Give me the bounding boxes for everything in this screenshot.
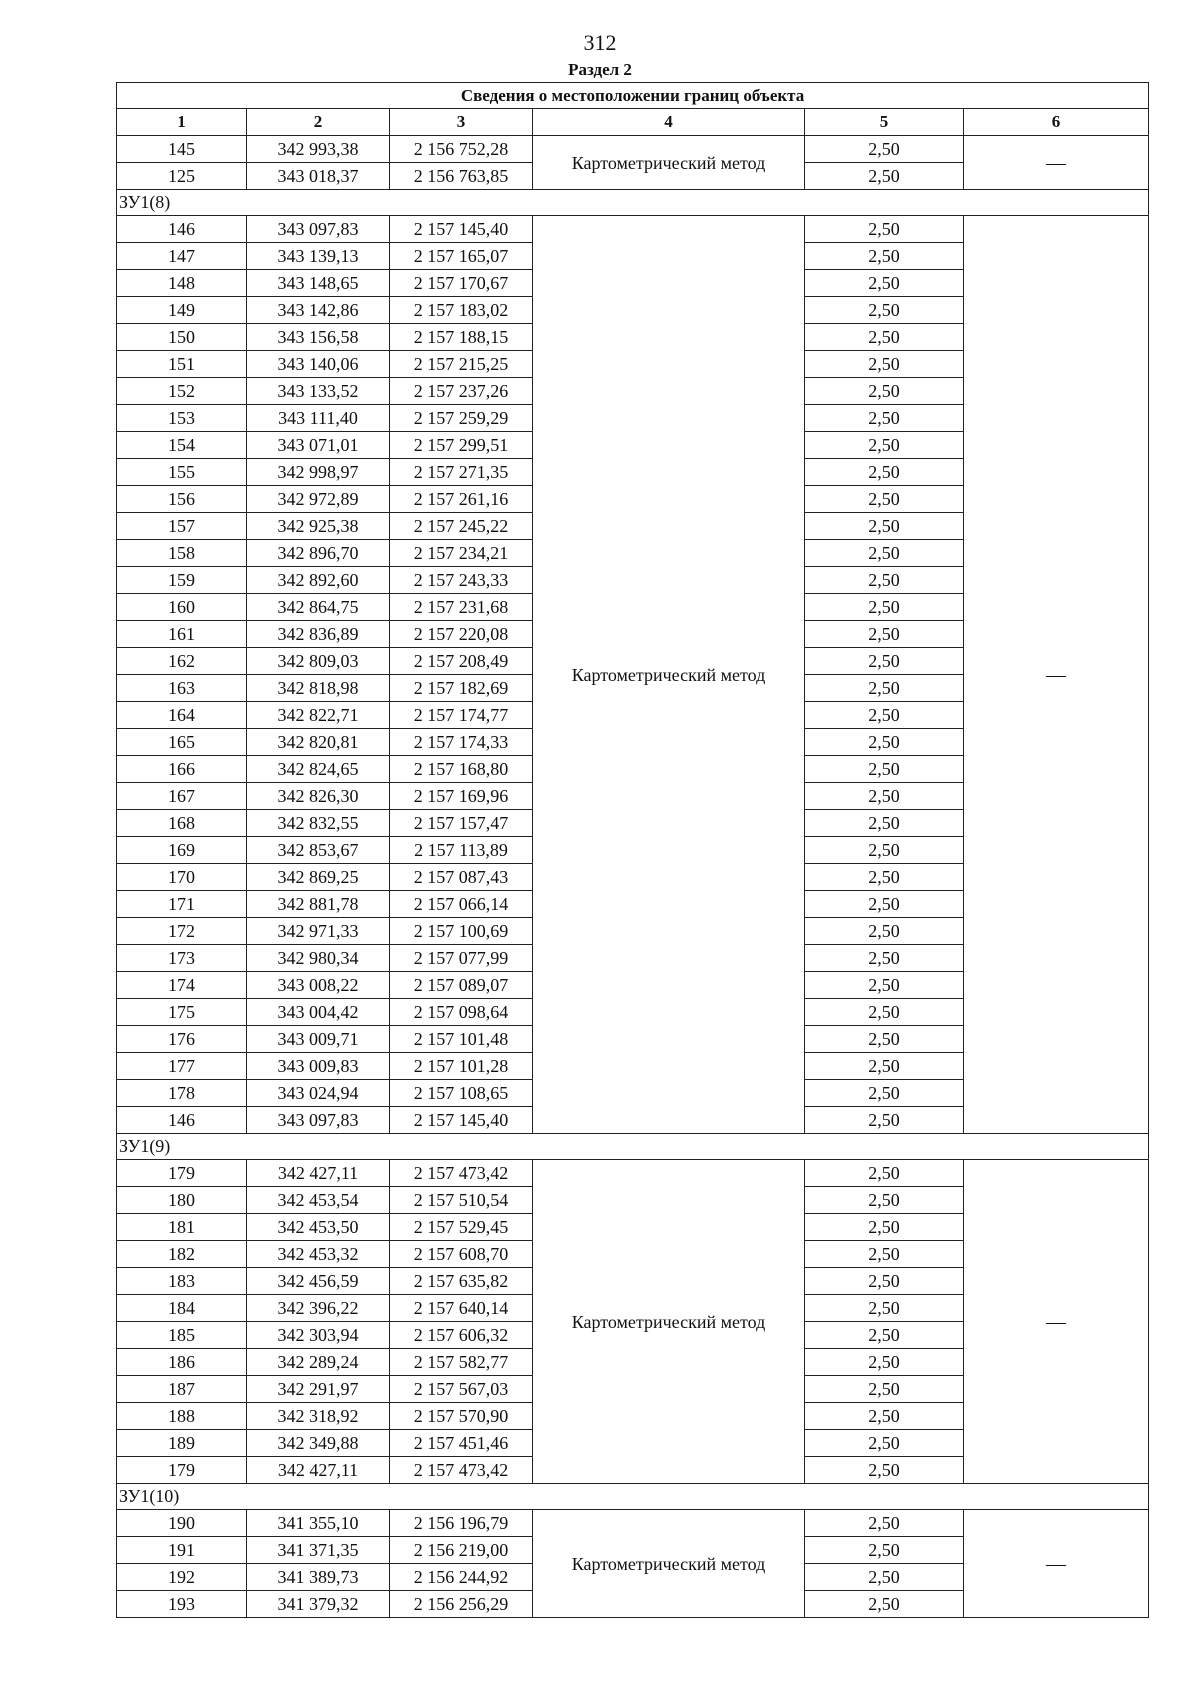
accuracy-cell: 2,50 (805, 297, 964, 324)
coordinate-y-cell: 2 157 208,49 (390, 648, 533, 675)
coordinate-y-cell: 2 157 608,70 (390, 1241, 533, 1268)
accuracy-cell: 2,50 (805, 729, 964, 756)
accuracy-cell: 2,50 (805, 351, 964, 378)
coordinate-x-cell: 342 427,11 (247, 1160, 390, 1187)
accuracy-cell: 2,50 (805, 1295, 964, 1322)
point-number-cell: 182 (117, 1241, 247, 1268)
point-number-cell: 160 (117, 594, 247, 621)
coordinate-y-cell: 2 157 113,89 (390, 837, 533, 864)
point-number-cell: 179 (117, 1160, 247, 1187)
point-number-cell: 158 (117, 540, 247, 567)
point-number-cell: 146 (117, 1107, 247, 1134)
coordinate-y-cell: 2 157 157,47 (390, 810, 533, 837)
coordinate-y-cell: 2 157 087,43 (390, 864, 533, 891)
accuracy-cell: 2,50 (805, 972, 964, 999)
point-number-cell: 156 (117, 486, 247, 513)
coordinate-x-cell: 343 009,83 (247, 1053, 390, 1080)
accuracy-cell: 2,50 (805, 1510, 964, 1537)
coordinate-y-cell: 2 156 244,92 (390, 1564, 533, 1591)
column-header: 6 (964, 109, 1149, 136)
point-number-cell: 180 (117, 1187, 247, 1214)
point-number-cell: 175 (117, 999, 247, 1026)
coordinate-x-cell: 343 140,06 (247, 351, 390, 378)
coordinate-x-cell: 343 097,83 (247, 216, 390, 243)
coordinate-x-cell: 342 972,89 (247, 486, 390, 513)
accuracy-cell: 2,50 (805, 378, 964, 405)
accuracy-cell: 2,50 (805, 405, 964, 432)
point-number-cell: 148 (117, 270, 247, 297)
coordinate-x-cell: 342 822,71 (247, 702, 390, 729)
coordinate-y-cell: 2 157 299,51 (390, 432, 533, 459)
coordinate-x-cell: 342 291,97 (247, 1376, 390, 1403)
note-cell: — (964, 216, 1149, 1134)
point-number-cell: 164 (117, 702, 247, 729)
coordinate-y-cell: 2 157 220,08 (390, 621, 533, 648)
point-number-cell: 173 (117, 945, 247, 972)
coordinate-x-cell: 343 018,37 (247, 163, 390, 190)
point-number-cell: 147 (117, 243, 247, 270)
point-number-cell: 165 (117, 729, 247, 756)
group-label: ЗУ1(8) (117, 190, 1149, 216)
coordinate-x-cell: 342 832,55 (247, 810, 390, 837)
coordinate-y-cell: 2 157 271,35 (390, 459, 533, 486)
accuracy-cell: 2,50 (805, 1107, 964, 1134)
coordinate-y-cell: 2 157 259,29 (390, 405, 533, 432)
point-number-cell: 181 (117, 1214, 247, 1241)
coordinate-x-cell: 342 809,03 (247, 648, 390, 675)
coordinate-x-cell: 343 156,58 (247, 324, 390, 351)
accuracy-cell: 2,50 (805, 1430, 964, 1457)
section-title: Раздел 2 (568, 60, 632, 79)
point-number-cell: 154 (117, 432, 247, 459)
point-number-cell: 167 (117, 783, 247, 810)
coordinate-y-cell: 2 157 183,02 (390, 297, 533, 324)
coordinate-x-cell: 342 980,34 (247, 945, 390, 972)
point-number-cell: 189 (117, 1430, 247, 1457)
accuracy-cell: 2,50 (805, 270, 964, 297)
point-number-cell: 155 (117, 459, 247, 486)
point-number-cell: 185 (117, 1322, 247, 1349)
coordinate-y-cell: 2 157 473,42 (390, 1160, 533, 1187)
accuracy-cell: 2,50 (805, 567, 964, 594)
coordinate-x-cell: 341 355,10 (247, 1510, 390, 1537)
coordinate-x-cell: 343 008,22 (247, 972, 390, 999)
point-number-cell: 151 (117, 351, 247, 378)
point-number-cell: 171 (117, 891, 247, 918)
note-cell: — (964, 136, 1149, 190)
coordinate-y-cell: 2 157 473,42 (390, 1457, 533, 1484)
accuracy-cell: 2,50 (805, 1349, 964, 1376)
table-header-row (117, 109, 1149, 136)
group-label: ЗУ1(9) (117, 1134, 1149, 1160)
accuracy-cell: 2,50 (805, 783, 964, 810)
point-number-cell: 179 (117, 1457, 247, 1484)
accuracy-cell: 2,50 (805, 864, 964, 891)
coordinate-x-cell: 342 318,92 (247, 1403, 390, 1430)
note-cell: — (964, 1510, 1149, 1618)
coordinate-y-cell: 2 157 170,67 (390, 270, 533, 297)
accuracy-cell: 2,50 (805, 1591, 964, 1618)
coordinate-y-cell: 2 156 196,79 (390, 1510, 533, 1537)
point-number-cell: 157 (117, 513, 247, 540)
accuracy-cell: 2,50 (805, 324, 964, 351)
coordinate-y-cell: 2 157 234,21 (390, 540, 533, 567)
accuracy-cell: 2,50 (805, 1564, 964, 1591)
accuracy-cell: 2,50 (805, 837, 964, 864)
coordinate-y-cell: 2 156 219,00 (390, 1537, 533, 1564)
group-label-row (117, 1134, 1149, 1160)
point-number-cell: 146 (117, 216, 247, 243)
coordinate-x-cell: 341 389,73 (247, 1564, 390, 1591)
point-number-cell: 188 (117, 1403, 247, 1430)
page-number: 312 (583, 30, 617, 55)
coordinate-y-cell: 2 157 510,54 (390, 1187, 533, 1214)
point-number-cell: 166 (117, 756, 247, 783)
coordinate-x-cell: 342 881,78 (247, 891, 390, 918)
coordinate-x-cell: 343 004,42 (247, 999, 390, 1026)
coordinate-y-cell: 2 157 231,68 (390, 594, 533, 621)
coordinate-y-cell: 2 157 635,82 (390, 1268, 533, 1295)
accuracy-cell: 2,50 (805, 702, 964, 729)
table-row (117, 216, 1149, 243)
column-header: 4 (533, 109, 805, 136)
coordinate-y-cell: 2 156 752,28 (390, 136, 533, 163)
column-header: 2 (247, 109, 390, 136)
point-number-cell: 186 (117, 1349, 247, 1376)
point-number-cell: 192 (117, 1564, 247, 1591)
coordinate-x-cell: 343 009,71 (247, 1026, 390, 1053)
coordinate-y-cell: 2 157 188,15 (390, 324, 533, 351)
column-header: 3 (390, 109, 533, 136)
coordinate-y-cell: 2 157 098,64 (390, 999, 533, 1026)
coordinate-x-cell: 343 024,94 (247, 1080, 390, 1107)
note-cell: — (964, 1160, 1149, 1484)
coordinate-x-cell: 343 148,65 (247, 270, 390, 297)
table-caption: Сведения о местоположении границ объекта (117, 83, 1149, 109)
accuracy-cell: 2,50 (805, 1268, 964, 1295)
coordinate-y-cell: 2 157 101,48 (390, 1026, 533, 1053)
point-number-cell: 153 (117, 405, 247, 432)
accuracy-cell: 2,50 (805, 1376, 964, 1403)
accuracy-cell: 2,50 (805, 1053, 964, 1080)
coordinate-y-cell: 2 157 606,32 (390, 1322, 533, 1349)
method-cell: Картометрический метод (533, 1160, 805, 1484)
accuracy-cell: 2,50 (805, 136, 964, 163)
coordinate-x-cell: 342 971,33 (247, 918, 390, 945)
coordinate-x-cell: 343 097,83 (247, 1107, 390, 1134)
coordinate-y-cell: 2 157 145,40 (390, 216, 533, 243)
coordinate-y-cell: 2 157 215,25 (390, 351, 533, 378)
accuracy-cell: 2,50 (805, 621, 964, 648)
point-number-cell: 191 (117, 1537, 247, 1564)
boundary-coordinates-table (116, 82, 1149, 1618)
group-label: ЗУ1(10) (117, 1484, 1149, 1510)
method-cell: Картометрический метод (533, 136, 805, 190)
group-label-row (117, 1484, 1149, 1510)
coordinate-x-cell: 343 133,52 (247, 378, 390, 405)
method-cell: Картометрический метод (533, 1510, 805, 1618)
coordinate-x-cell: 342 456,59 (247, 1268, 390, 1295)
point-number-cell: 172 (117, 918, 247, 945)
coordinate-y-cell: 2 157 243,33 (390, 567, 533, 594)
coordinate-x-cell: 342 896,70 (247, 540, 390, 567)
coordinate-y-cell: 2 157 077,99 (390, 945, 533, 972)
accuracy-cell: 2,50 (805, 1026, 964, 1053)
accuracy-cell: 2,50 (805, 891, 964, 918)
accuracy-cell: 2,50 (805, 163, 964, 190)
coordinate-y-cell: 2 157 100,69 (390, 918, 533, 945)
coordinate-y-cell: 2 157 640,14 (390, 1295, 533, 1322)
coordinate-x-cell: 342 396,22 (247, 1295, 390, 1322)
method-cell: Картометрический метод (533, 216, 805, 1134)
coordinate-x-cell: 342 427,11 (247, 1457, 390, 1484)
accuracy-cell: 2,50 (805, 1403, 964, 1430)
point-number-cell: 161 (117, 621, 247, 648)
coordinate-y-cell: 2 157 237,26 (390, 378, 533, 405)
point-number-cell: 163 (117, 675, 247, 702)
point-number-cell: 149 (117, 297, 247, 324)
coordinate-x-cell: 343 111,40 (247, 405, 390, 432)
coordinate-y-cell: 2 157 169,96 (390, 783, 533, 810)
column-header: 5 (805, 109, 964, 136)
point-number-cell: 169 (117, 837, 247, 864)
accuracy-cell: 2,50 (805, 1080, 964, 1107)
accuracy-cell: 2,50 (805, 1214, 964, 1241)
coordinate-x-cell: 343 071,01 (247, 432, 390, 459)
point-number-cell: 187 (117, 1376, 247, 1403)
coordinate-y-cell: 2 157 582,77 (390, 1349, 533, 1376)
coordinate-y-cell: 2 157 245,22 (390, 513, 533, 540)
point-number-cell: 177 (117, 1053, 247, 1080)
coordinate-x-cell: 342 869,25 (247, 864, 390, 891)
point-number-cell: 174 (117, 972, 247, 999)
coordinate-x-cell: 342 349,88 (247, 1430, 390, 1457)
table-row (117, 1510, 1149, 1537)
accuracy-cell: 2,50 (805, 810, 964, 837)
accuracy-cell: 2,50 (805, 540, 964, 567)
coordinate-x-cell: 343 142,86 (247, 297, 390, 324)
accuracy-cell: 2,50 (805, 1457, 964, 1484)
point-number-cell: 168 (117, 810, 247, 837)
point-number-cell: 145 (117, 136, 247, 163)
coordinate-x-cell: 342 818,98 (247, 675, 390, 702)
point-number-cell: 125 (117, 163, 247, 190)
accuracy-cell: 2,50 (805, 999, 964, 1026)
coordinate-y-cell: 2 157 066,14 (390, 891, 533, 918)
accuracy-cell: 2,50 (805, 1160, 964, 1187)
coordinate-y-cell: 2 157 145,40 (390, 1107, 533, 1134)
coordinate-y-cell: 2 156 763,85 (390, 163, 533, 190)
coordinate-x-cell: 342 836,89 (247, 621, 390, 648)
coordinate-x-cell: 342 998,97 (247, 459, 390, 486)
accuracy-cell: 2,50 (805, 1537, 964, 1564)
coordinate-x-cell: 342 453,32 (247, 1241, 390, 1268)
coordinate-x-cell: 343 139,13 (247, 243, 390, 270)
coordinate-y-cell: 2 157 108,65 (390, 1080, 533, 1107)
point-number-cell: 152 (117, 378, 247, 405)
point-number-cell: 184 (117, 1295, 247, 1322)
coordinate-y-cell: 2 157 567,03 (390, 1376, 533, 1403)
accuracy-cell: 2,50 (805, 459, 964, 486)
accuracy-cell: 2,50 (805, 216, 964, 243)
coordinate-y-cell: 2 157 168,80 (390, 756, 533, 783)
point-number-cell: 159 (117, 567, 247, 594)
point-number-cell: 183 (117, 1268, 247, 1295)
accuracy-cell: 2,50 (805, 756, 964, 783)
point-number-cell: 178 (117, 1080, 247, 1107)
table-caption-row (117, 83, 1149, 109)
accuracy-cell: 2,50 (805, 594, 964, 621)
point-number-cell: 162 (117, 648, 247, 675)
coordinate-x-cell: 342 925,38 (247, 513, 390, 540)
point-number-cell: 176 (117, 1026, 247, 1053)
coordinate-y-cell: 2 157 174,77 (390, 702, 533, 729)
accuracy-cell: 2,50 (805, 1241, 964, 1268)
accuracy-cell: 2,50 (805, 918, 964, 945)
accuracy-cell: 2,50 (805, 486, 964, 513)
coordinate-x-cell: 342 824,65 (247, 756, 390, 783)
coordinate-x-cell: 342 864,75 (247, 594, 390, 621)
coordinate-x-cell: 342 820,81 (247, 729, 390, 756)
point-number-cell: 193 (117, 1591, 247, 1618)
coordinate-x-cell: 342 993,38 (247, 136, 390, 163)
coordinate-y-cell: 2 157 261,16 (390, 486, 533, 513)
point-number-cell: 150 (117, 324, 247, 351)
coordinate-y-cell: 2 157 451,46 (390, 1430, 533, 1457)
coordinate-y-cell: 2 157 529,45 (390, 1214, 533, 1241)
point-number-cell: 170 (117, 864, 247, 891)
group-label-row (117, 190, 1149, 216)
accuracy-cell: 2,50 (805, 513, 964, 540)
accuracy-cell: 2,50 (805, 945, 964, 972)
coordinate-y-cell: 2 157 101,28 (390, 1053, 533, 1080)
accuracy-cell: 2,50 (805, 1322, 964, 1349)
point-number-cell: 190 (117, 1510, 247, 1537)
accuracy-cell: 2,50 (805, 1187, 964, 1214)
table-row (117, 1160, 1149, 1187)
accuracy-cell: 2,50 (805, 432, 964, 459)
coordinate-y-cell: 2 157 182,69 (390, 675, 533, 702)
table-row (117, 136, 1149, 163)
column-header: 1 (117, 109, 247, 136)
accuracy-cell: 2,50 (805, 675, 964, 702)
coordinate-x-cell: 342 303,94 (247, 1322, 390, 1349)
coordinate-x-cell: 341 371,35 (247, 1537, 390, 1564)
coordinate-y-cell: 2 157 570,90 (390, 1403, 533, 1430)
coordinate-y-cell: 2 157 089,07 (390, 972, 533, 999)
coordinate-x-cell: 342 453,50 (247, 1214, 390, 1241)
accuracy-cell: 2,50 (805, 243, 964, 270)
coordinate-x-cell: 342 453,54 (247, 1187, 390, 1214)
coordinate-x-cell: 342 826,30 (247, 783, 390, 810)
coordinate-x-cell: 342 289,24 (247, 1349, 390, 1376)
coordinate-x-cell: 341 379,32 (247, 1591, 390, 1618)
coordinate-x-cell: 342 892,60 (247, 567, 390, 594)
coordinate-y-cell: 2 157 165,07 (390, 243, 533, 270)
coordinate-y-cell: 2 156 256,29 (390, 1591, 533, 1618)
coordinate-y-cell: 2 157 174,33 (390, 729, 533, 756)
coordinate-x-cell: 342 853,67 (247, 837, 390, 864)
accuracy-cell: 2,50 (805, 648, 964, 675)
